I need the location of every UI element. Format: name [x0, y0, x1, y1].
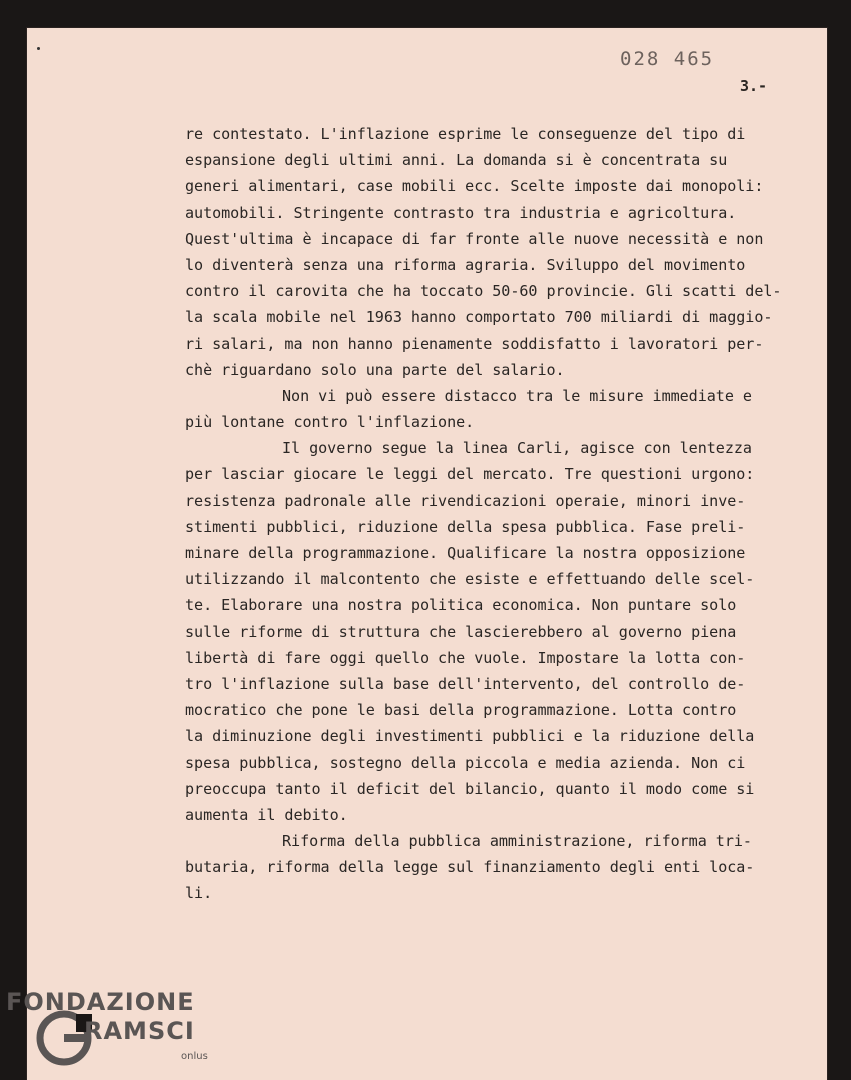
text-line: espansione degli ultimi anni. La domanda si è concentrata su [185, 151, 728, 170]
text-line: te. Elaborare una nostra politica economica. Non puntare solo [185, 596, 737, 615]
text-line: preoccupa tanto il deficit del bilancio, quanto il modo come si [185, 779, 755, 798]
text-line: libertà di fare oggi quello che vuole. Impostare la lotta con- [185, 648, 746, 667]
text-line: sulle riforme di struttura che lascierebbero al governo piena [185, 622, 737, 641]
text-line: automobili. Stringente contrasto tra industria e agricoltura. [185, 203, 737, 222]
text-line: più lontane contro l'inflazione. [185, 413, 475, 432]
text-line: per lasciar giocare le leggi del mercato. Tre questioni urgono: [185, 465, 755, 484]
text-line: generi alimentari, case mobili ecc. Scelte imposte dai monopoli: [185, 177, 764, 196]
text-line: ri salari, ma non hanno pienamente soddisfatto i lavoratori per- [185, 334, 764, 353]
text-line: tro l'inflazione sulla base dell'intervento, del controllo de- [185, 674, 746, 693]
text-line: utilizzando il malcontento che esiste e effettuando delle scel- [185, 570, 755, 589]
watermark-line3: onlus [181, 1051, 208, 1062]
text-line: Non vi può essere distacco tra le misure immediate e [282, 386, 752, 405]
text-line: aumenta il debito. [185, 805, 348, 824]
text-line: Quest'ultima è incapace di far fronte alle nuove necessità e non [185, 229, 764, 248]
watermark-line2: RAMSCI [84, 1017, 195, 1045]
text-line: Il governo segue la linea Carli, agisce con lentezza [282, 439, 752, 458]
text-line: la diminuzione degli investimenti pubblici e la riduzione della [185, 727, 755, 746]
archive-number: 028 465 [620, 48, 715, 70]
text-line: spesa pubblica, sostegno della piccola e media azienda. Non ci [185, 753, 746, 772]
text-line: Riforma della pubblica amministrazione, riforma tri- [282, 832, 752, 851]
document-page [27, 28, 827, 1080]
text-line: chè riguardano solo una parte del salario. [185, 360, 565, 379]
text-line: lo diventerà senza una riforma agraria. Sviluppo del movimento [185, 255, 746, 274]
text-line: minare della programmazione. Qualificare la nostra opposizione [185, 544, 746, 562]
typed-body-text [185, 121, 825, 907]
text-line: stimenti pubblici, riduzione della spesa pubblica. Fase preli- [185, 517, 746, 536]
watermark-line1: FONDAZIONE [6, 988, 195, 1016]
text-line: contro il carovita che ha toccato 50-60 provincie. Gli scatti del- [185, 282, 782, 301]
text-line: la scala mobile nel 1963 hanno comportato 700 miliardi di maggio- [185, 308, 773, 327]
text-line: mocratico che pone le basi della programmazione. Lotta contro [185, 701, 737, 720]
text-line: resistenza padronale alle rivendicazioni operaie, minori inve- [185, 491, 746, 510]
text-line: li. [185, 884, 213, 903]
text-line: re contestato. L'inflazione esprime le conseguenze del tipo di [185, 125, 746, 143]
ink-dot [37, 47, 40, 50]
text-line: butaria, riforma della legge sul finanziamento degli enti loca- [185, 858, 755, 877]
page-number: 3.- [740, 77, 768, 95]
